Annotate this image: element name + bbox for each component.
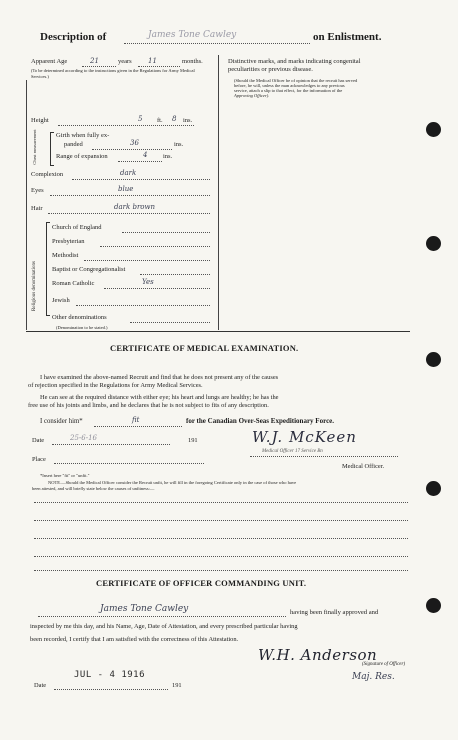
chest-label: Chest measurement: [32, 129, 37, 165]
officer-certificate-title: CERTIFICATE OF OFFICER COMMANDING UNIT.: [96, 578, 307, 588]
officer-name-handwritten: James Tone Cawley: [100, 604, 189, 614]
age-label: Apparent Age: [31, 58, 68, 65]
years-label: years: [118, 58, 132, 65]
age-note: (To be determined according to the instructions given in the Regulations for Army Medical Services.): [31, 68, 195, 79]
girth-line: [92, 149, 172, 150]
complexion-value: dark: [120, 169, 137, 177]
religion-label: Religious denominations: [32, 261, 37, 311]
officer-signature: W.H. Anderson: [258, 646, 378, 664]
header-name-handwritten: James Tone Cawley: [148, 30, 237, 40]
consider-line: [94, 426, 182, 427]
hair-line: [48, 213, 210, 214]
hair-label: Hair: [31, 205, 43, 212]
marks-title-1: Distinctive marks, and marks indicating congenital: [228, 58, 361, 65]
medical-date-line: [52, 444, 170, 445]
medical-year-print: 191: [188, 437, 198, 444]
medical-signature: W.J. McKeen: [252, 428, 357, 446]
marks-note-2: before, he will, unless the man acknowledges to any previous: [234, 83, 345, 88]
unfit-line-5: [34, 570, 408, 571]
age-months-line: [138, 66, 180, 67]
header-title-right: on Enlistment.: [313, 31, 382, 43]
medical-place-line: [54, 463, 204, 464]
height-line: [58, 125, 194, 126]
religion-presbyterian: Presbyterian: [52, 238, 85, 245]
officer-co-label: (Signature of Officer): [362, 662, 406, 667]
medical-para-2b: free use of his joints and limbs, and he declares that he is not subject to fits of any description.: [28, 402, 269, 409]
medical-para-1b: of rejection specified in the Regulations for Army Medical Services.: [28, 382, 203, 389]
religion-line-3: [84, 260, 210, 261]
eyes-line: [50, 195, 210, 196]
religion-jewish: Jewish: [52, 297, 70, 304]
girth-unit: ins.: [174, 141, 184, 148]
ft-label: ft.: [157, 117, 163, 124]
marks-note-3: service, attach a slip to that effect, for the information of the: [234, 88, 343, 93]
girth-label-2: panded: [64, 141, 83, 148]
height-ins-value: 8: [172, 115, 177, 123]
religion-other: Other denominations: [52, 314, 107, 321]
medical-date-value: 25-6-16: [70, 434, 97, 442]
range-value: 4: [143, 151, 148, 159]
range-line: [118, 161, 162, 162]
left-column-rule: [26, 80, 27, 330]
marks-note-1: (Should the Medical Officer be of opinion that the recruit has served: [234, 78, 358, 83]
officer-date-line: [54, 689, 168, 690]
hair-value: dark brown: [114, 203, 156, 211]
officer-name-line: [38, 616, 286, 617]
punch-hole-5: [426, 598, 441, 613]
complexion-label: Complexion: [31, 171, 64, 178]
religion-line-5: [104, 288, 210, 289]
consider-suffix: for the Canadian Over-Seas Expeditionary Force.: [186, 417, 335, 425]
religion-line-2: [100, 246, 210, 247]
eyes-label: Eyes: [31, 187, 44, 194]
medical-officer-line: [250, 456, 398, 457]
consider-value: fit: [132, 416, 140, 424]
medical-place-label: Place: [32, 456, 46, 463]
column-divider: [218, 55, 219, 330]
marks-note-4: Approving Officer).: [234, 93, 270, 98]
age-years-value: 21: [90, 57, 99, 65]
religion-brace: [46, 222, 50, 316]
religion-other-note: (Denomination to be stated.): [56, 325, 108, 330]
officer-line-3: been recorded, I certify that I am satisfied with the correctness of this Attestation.: [30, 636, 239, 643]
medical-para-1a: I have examined the above-named Recruit and find that he does not present any of the causes: [40, 374, 279, 381]
unfit-line-2: [34, 520, 408, 521]
ins-label: ins.: [183, 117, 193, 124]
note-text-1: NOTE.—Should the Medical Officer consider the Recruit unfit, he will fill in the foregoing Certificate only in the case of those who have: [48, 480, 297, 485]
marks-title-2: peculiarities or previous disease.: [228, 66, 313, 73]
medical-officer-label: Medical Officer.: [342, 463, 385, 470]
unfit-line-4: [34, 556, 408, 557]
officer-rank: Maj. Res.: [352, 672, 395, 682]
header-name-line: [124, 43, 310, 44]
officer-date-label: Date: [34, 682, 47, 689]
religion-baptist: Baptist or Congregationalist: [52, 266, 126, 273]
note-text-2: been attested, and will briefly state below the causes of unfitness:—: [32, 486, 155, 491]
upper-section-bottom-rule: [26, 331, 410, 332]
medical-date-label: Date: [32, 437, 45, 444]
age-years-line: [82, 66, 116, 67]
officer-line-2: inspected by me this day, and his Name, Age, Date of Attestation, and every prescribed particular having: [30, 623, 298, 630]
religion-church-of-england: Church of England: [52, 224, 102, 231]
height-ft-value: 5: [138, 115, 143, 123]
header-title-left: Description of: [40, 31, 107, 43]
unfit-line-3: [34, 538, 408, 539]
punch-hole-4: [426, 481, 441, 496]
punch-hole-3: [426, 352, 441, 367]
age-months-value: 11: [148, 57, 157, 65]
officer-date-stamp: JUL - 4 1916: [74, 670, 146, 680]
punch-hole-1: [426, 122, 441, 137]
punch-hole-2: [426, 236, 441, 251]
unfit-line-1: [34, 502, 408, 503]
chest-brace: [50, 132, 54, 166]
medical-stamp: Medical Officer 17 Service Bn: [262, 449, 323, 454]
religion-methodist: Methodist: [52, 252, 79, 259]
officer-year-print: 191: [172, 682, 182, 689]
medical-certificate-title: CERTIFICATE OF MEDICAL EXAMINATION.: [110, 343, 299, 353]
medical-para-2a: He can see at the required distance with either eye; his heart and lungs are healthy; he has the: [40, 394, 279, 401]
religion-line-7: [130, 322, 210, 323]
range-unit: ins.: [163, 153, 173, 160]
eyes-value: blue: [118, 185, 134, 193]
religion-line-4: [140, 274, 210, 275]
religion-rc-value: Yes: [142, 278, 154, 286]
consider-prefix: I consider him*: [40, 418, 83, 425]
girth-value: 36: [130, 139, 139, 147]
religion-line-1: [122, 232, 210, 233]
months-label: months.: [182, 58, 203, 65]
insert-note: *Insert here "fit" or "unfit.": [40, 473, 90, 478]
girth-label-1: Girth when fully ex-: [56, 132, 110, 139]
religion-roman-catholic: Roman Catholic: [52, 280, 95, 287]
religion-line-6: [76, 305, 210, 306]
range-label: Range of expansion: [56, 153, 108, 160]
officer-having-text: having been finally approved and: [290, 609, 379, 616]
complexion-line: [72, 179, 210, 180]
height-label: Height: [31, 117, 49, 124]
